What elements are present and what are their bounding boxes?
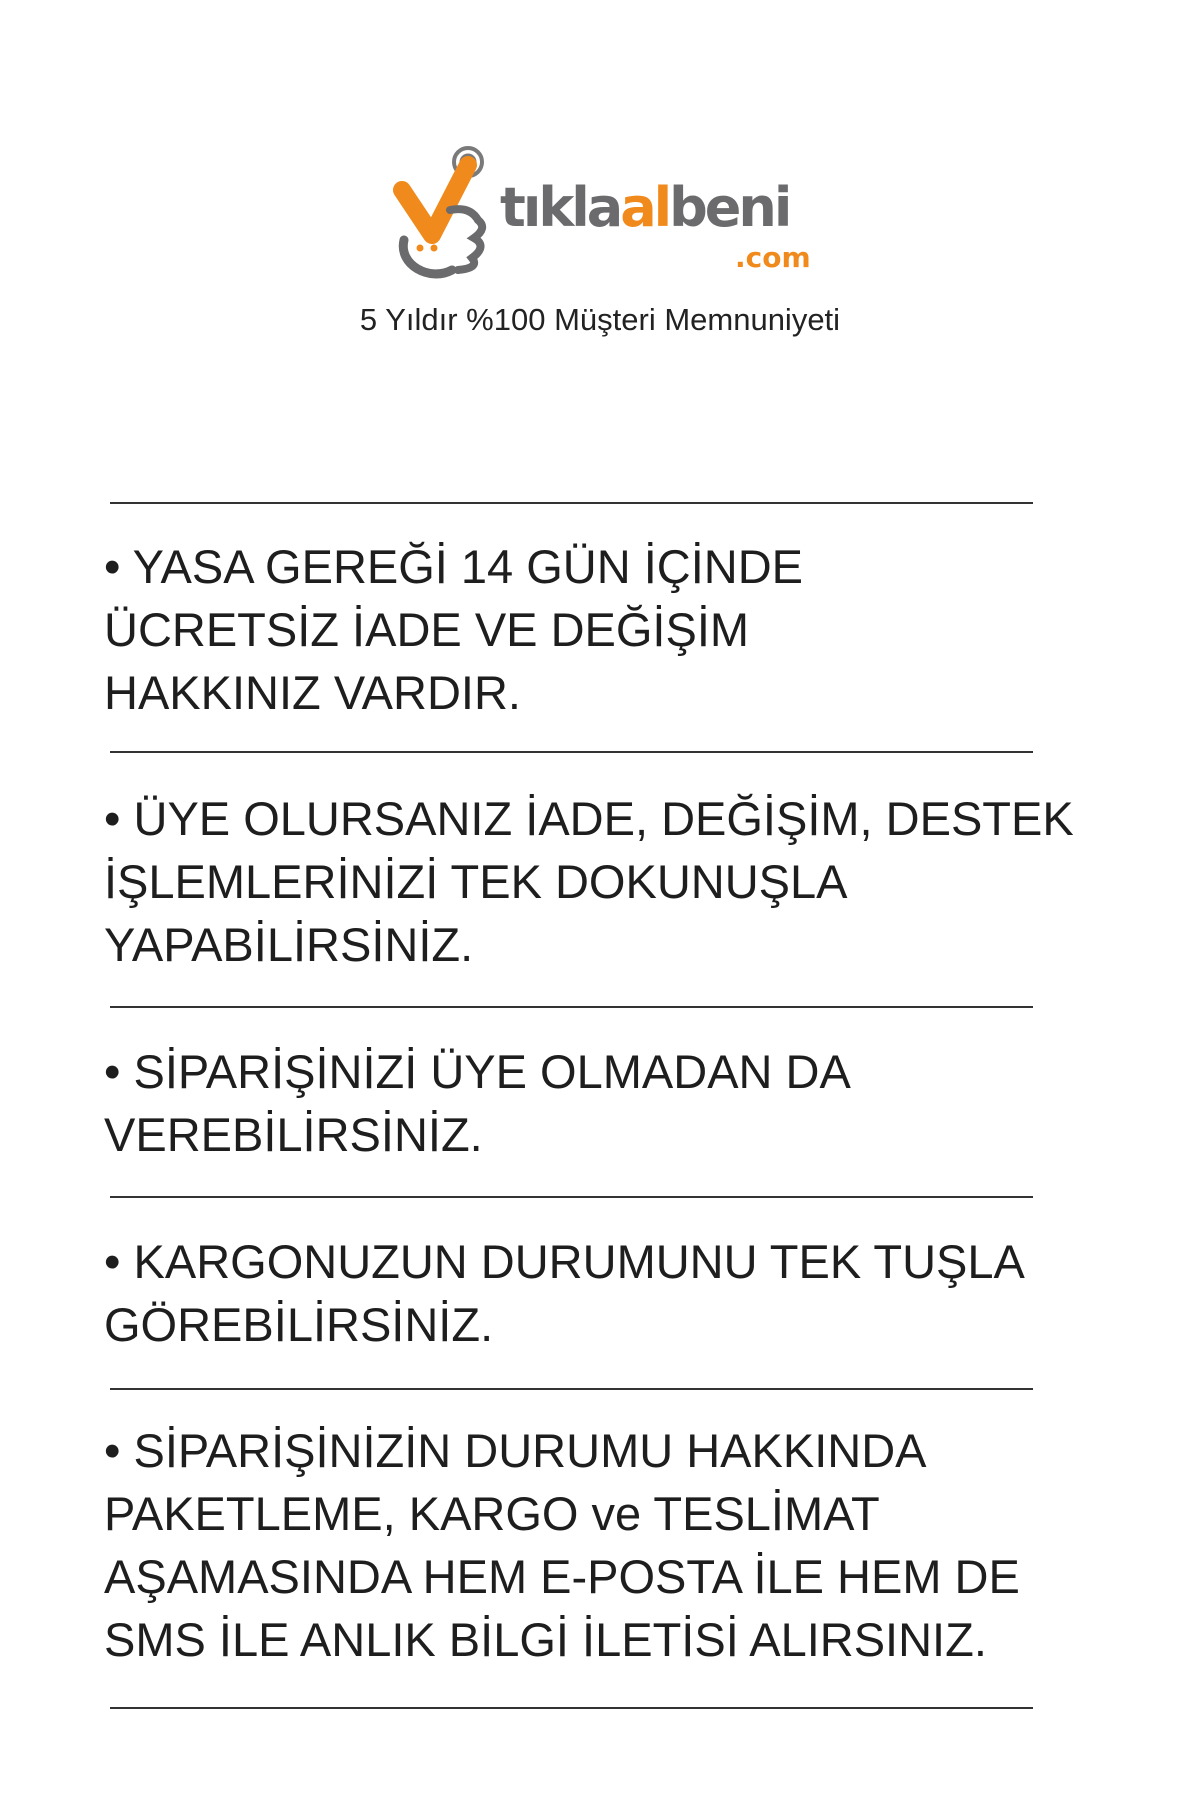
info-line: • KARGONUZUN DURUMUNU TEK TUŞLA bbox=[104, 1235, 1025, 1288]
info-line: ÜCRETSİZ İADE VE DEĞİŞİM bbox=[104, 603, 750, 656]
checkmark-hand-icon bbox=[390, 140, 500, 285]
info-item-return-rights bbox=[104, 535, 803, 724]
info-item-membership bbox=[104, 787, 1074, 976]
brand-logo bbox=[390, 140, 820, 285]
info-item-notifications bbox=[104, 1419, 1020, 1671]
info-item-guest-order bbox=[104, 1040, 851, 1166]
divider bbox=[110, 1388, 1033, 1390]
info-line: • ÜYE OLURSANIZ İADE, DEĞİŞİM, DESTEK bbox=[104, 792, 1074, 845]
info-line: GÖREBİLİRSİNİZ. bbox=[104, 1298, 494, 1351]
info-line: HAKKINIZ VARDIR. bbox=[104, 666, 521, 719]
divider bbox=[110, 1196, 1033, 1198]
info-line: YAPABİLİRSİNİZ. bbox=[104, 918, 474, 971]
divider bbox=[110, 751, 1033, 753]
logo-text-beni: beni bbox=[669, 176, 790, 239]
info-line: • YASA GEREĞİ 14 GÜN İÇİNDE bbox=[104, 540, 804, 593]
info-line: • SİPARİŞİNİZİ ÜYE OLMADAN DA bbox=[104, 1045, 851, 1098]
divider bbox=[110, 1006, 1033, 1008]
logo-domain-suffix: .com bbox=[735, 241, 811, 274]
logo-text-al: al bbox=[620, 176, 670, 239]
info-line: İŞLEMLERİNİZİ TEK DOKUNUŞLA bbox=[104, 855, 848, 908]
logo-wordmark bbox=[500, 176, 790, 239]
divider bbox=[110, 502, 1033, 504]
info-item-cargo-tracking bbox=[104, 1230, 1025, 1356]
info-line: SMS İLE ANLIK BİLGİ İLETİSİ ALIRSINIZ. bbox=[104, 1613, 987, 1666]
logo-text-tikla: tıkla bbox=[500, 176, 621, 239]
info-line: • SİPARİŞİNİZİN DURUMU HAKKINDA bbox=[104, 1424, 927, 1477]
info-line: VEREBİLİRSİNİZ. bbox=[104, 1108, 483, 1161]
info-line: AŞAMASINDA HEM E-POSTA İLE HEM DE bbox=[104, 1550, 1020, 1603]
divider bbox=[110, 1707, 1033, 1709]
info-line: PAKETLEME, KARGO ve TESLİMAT bbox=[104, 1487, 880, 1540]
tagline: 5 Yıldır %100 Müşteri Memnuniyeti bbox=[359, 302, 841, 337]
